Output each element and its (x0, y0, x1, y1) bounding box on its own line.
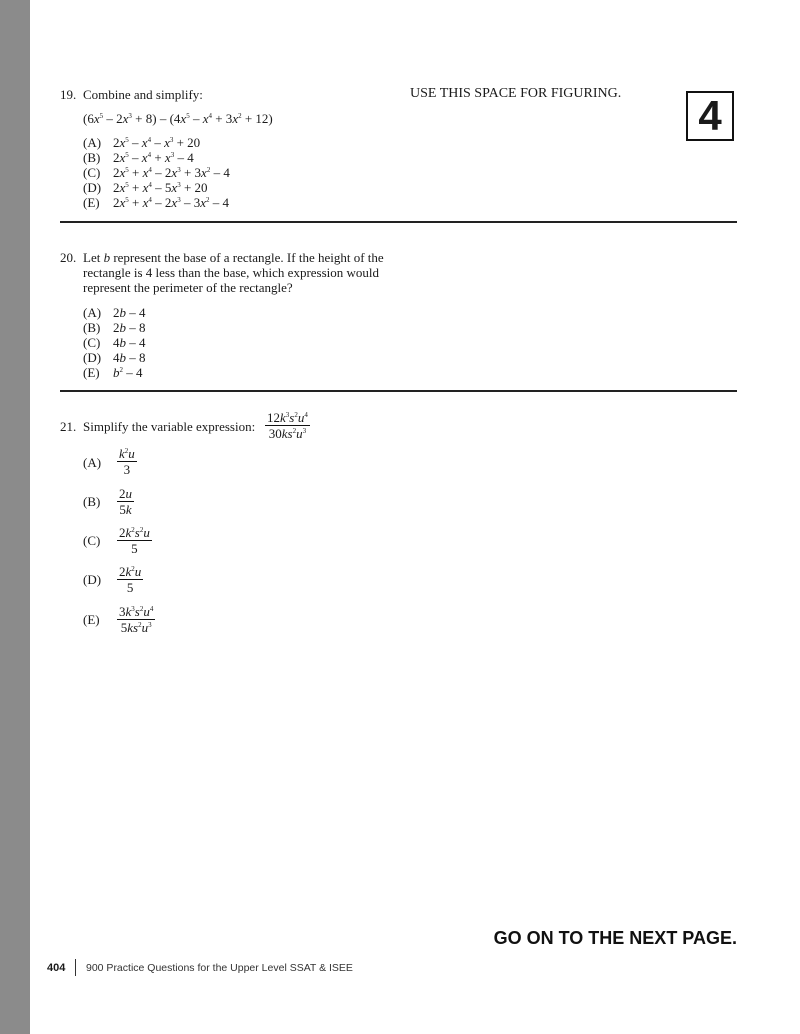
q20-choice-e[interactable]: (E) $b^2 - 4$ (83, 365, 143, 380)
choice-letter: (C) (83, 335, 101, 350)
divider (60, 221, 737, 223)
section-number-box: 4 (686, 91, 734, 141)
fraction-denominator: 3 (123, 462, 131, 477)
book-title: 900 Practice Questions for the Upper Level SSAT & ISEE (86, 962, 353, 974)
fraction-numerator: $2k^2u$ (119, 564, 142, 579)
q21-number: 21. (60, 419, 77, 434)
q20-choice-b[interactable]: (B) 2b – 8 (83, 320, 146, 335)
choice-letter: (C) (83, 165, 101, 180)
footer-separator (75, 959, 76, 976)
q20-prompt-line-1: Let b represent the base of a rectangle. If the height of the (83, 250, 384, 265)
fraction-denominator: 5 (126, 580, 134, 595)
q21-choice-d-letter[interactable]: (D) (83, 572, 102, 587)
q19-choice-c[interactable]: (C) $2x^5 + x^4 - 2x^3 + 3x^2 - 4$ (83, 165, 230, 180)
q20-prompt-line-3: represent the perimeter of the rectangle? (83, 280, 293, 295)
q21-choice-c-fraction[interactable] (117, 525, 152, 556)
q19-choice-a[interactable]: (A) $2x^5 - x^4 - x^3 + 20$ (83, 135, 201, 150)
q21-choice-a-letter[interactable]: (A) (83, 455, 102, 470)
q21-choice-d-fraction[interactable] (117, 564, 143, 595)
fraction-denominator: 5 (131, 541, 138, 556)
q20-number: 20. (60, 250, 77, 265)
choice-letter: (D) (83, 180, 102, 195)
choice-letter: (E) (83, 195, 100, 210)
choice-letter: (E) (83, 365, 100, 380)
fraction-numerator: $12k^3s^2u^4$ (267, 410, 308, 425)
q20-choice-c[interactable]: (C) 4b – 4 (83, 335, 146, 350)
q20-choice-d[interactable]: (D) 4b – 8 (83, 350, 146, 365)
choice-letter: (A) (83, 305, 102, 320)
page-number: 404 (47, 962, 66, 974)
fraction-numerator: $3k^3s^2u^4$ (119, 604, 154, 619)
choice-letter: (D) (83, 350, 102, 365)
fraction-numerator: $2k^2s^2u$ (119, 525, 150, 540)
choice-letter: (B) (83, 320, 101, 335)
q21-choice-b-letter[interactable]: (B) (83, 494, 101, 509)
q20-prompt-line-2: rectangle is 4 less than the base, which expression would (83, 265, 380, 280)
q21-choice-e-fraction[interactable] (117, 604, 155, 635)
fraction-numerator: 2u (119, 486, 132, 501)
q21-choice-e-letter[interactable]: (E) (83, 612, 100, 627)
q21-choice-c-letter[interactable]: (C) (83, 533, 101, 548)
q21-choice-b-fraction[interactable] (117, 486, 134, 517)
q19-expression: $(6x^5 - 2x^3 + 8) - (4x^5 - x^4 + 3x^2 + 12)$ (83, 111, 273, 126)
q19-choice-d[interactable]: (D) $2x^5 + x^4 - 5x^3 + 20$ (83, 180, 208, 195)
fraction-denominator: 5k (119, 502, 132, 517)
choice-letter: (B) (83, 150, 101, 165)
q19-choice-b[interactable]: (B) $2x^5 - x^4 + x^3 - 4$ (83, 150, 194, 165)
fraction-numerator: $k^2u$ (119, 446, 135, 461)
q21-expression-fraction (265, 410, 310, 441)
choice-letter: (A) (83, 135, 102, 150)
page-gutter (0, 0, 30, 1034)
fraction-denominator: $5ks^2u^3$ (120, 620, 152, 635)
q19-choice-e[interactable]: (E) $2x^5 + x^4 - 2x^3 - 3x^2 - 4$ (83, 195, 229, 210)
q19-number: 19. (60, 87, 77, 102)
fraction-denominator: $30ks^2u^3$ (268, 426, 307, 441)
q21-prompt: Simplify the variable expression: (83, 419, 256, 434)
divider (60, 390, 737, 392)
q21-choice-a-fraction[interactable] (117, 446, 137, 477)
q19-prompt: Combine and simplify: (83, 87, 203, 102)
q20-choice-a[interactable]: (A) 2b – 4 (83, 305, 146, 320)
go-on-notice: GO ON TO THE NEXT PAGE. (493, 928, 737, 948)
figuring-label: USE THIS SPACE FOR FIGURING. (410, 86, 622, 101)
